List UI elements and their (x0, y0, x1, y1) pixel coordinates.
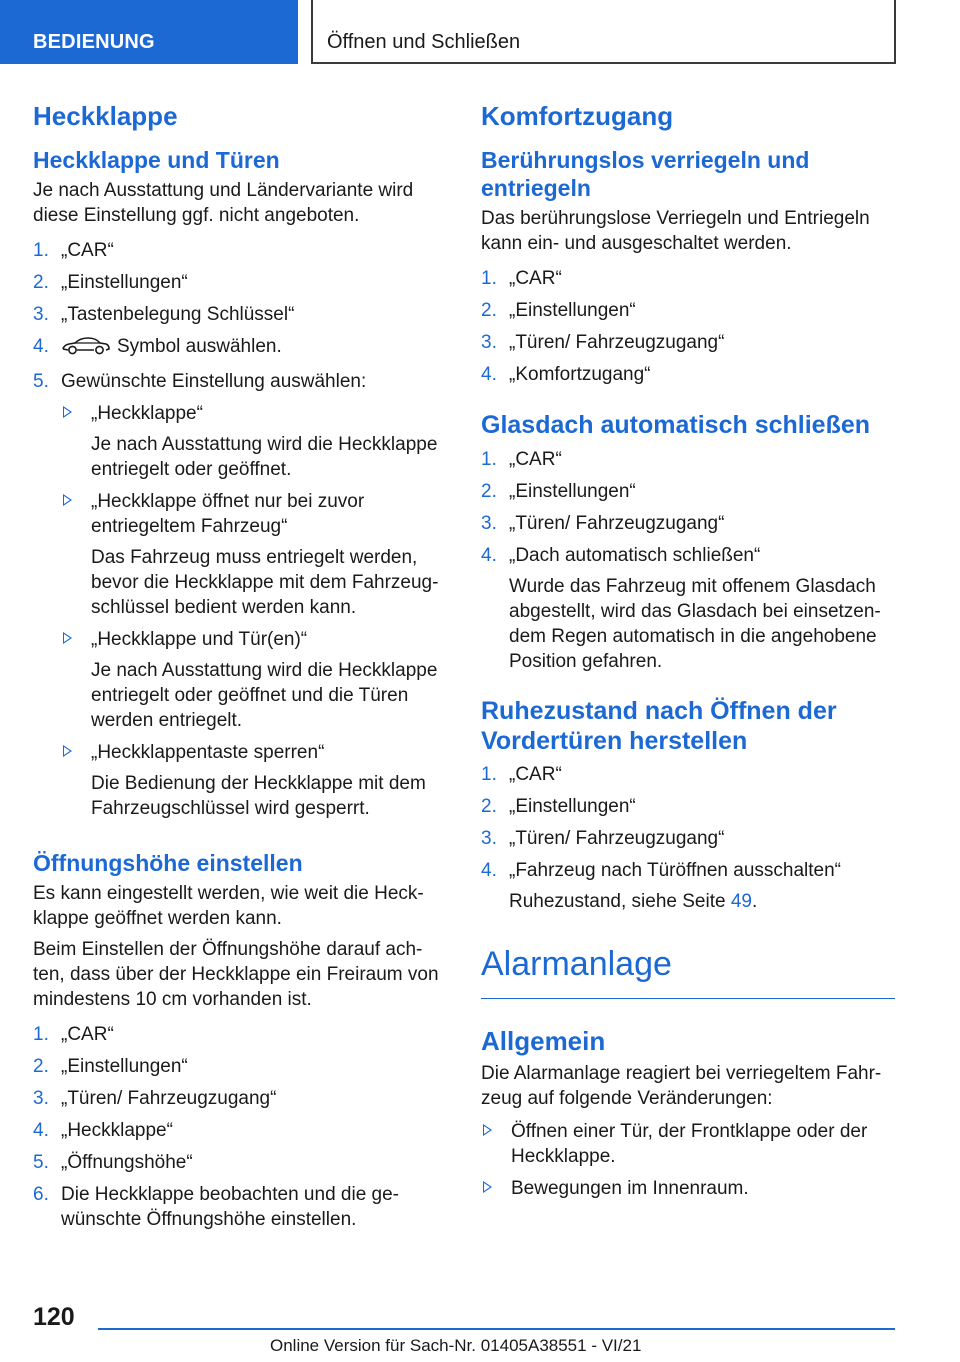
ruhezustand-steps (481, 762, 895, 914)
komfortzugang-heading: Komfortzugang (481, 101, 674, 131)
oeffnungshoehe-p2: Beim Einstellen der Öffnungshöhe darauf ach-ten, dass über der Heckklappe ein Freiraum von mindestens 10 cm vorhanden ist. (33, 939, 439, 1010)
list-item: 4. „Fahrzeug nach Türöffnen ausschalten“ Ruhezustand, siehe Seite 49. (481, 858, 895, 914)
list-item: 2. „Einstellungen“ (481, 796, 636, 817)
list-item: 1. „CAR“ (481, 449, 562, 470)
list-item: 5. „Öffnungshöhe“ (33, 1152, 193, 1173)
list-item: „Heckklappe und Tür(en)“ Je nach Ausstattung wird die Heckklappe entriegelt oder geöffnet und die Türen werden entriegelt. (61, 627, 445, 733)
list-item: Öffnen einer Tür, der Frontklappe oder der Heckklappe. (481, 1119, 895, 1169)
heckklappe-heading: Heckklappe (33, 101, 178, 131)
triangle-bullet-icon (483, 1181, 492, 1193)
list-item: 1. „CAR“ (33, 1024, 114, 1045)
online-version-text: Online Version für Sach-Nr. 01405A38551 - VI/21 (270, 1336, 642, 1355)
alarmanlage-bullets (481, 1119, 895, 1201)
list-item: 4. Symbol auswählen. (33, 334, 445, 362)
footer-divider (98, 1328, 895, 1330)
triangle-bullet-icon (63, 745, 72, 757)
page-link[interactable]: 49 (730, 891, 752, 912)
list-item: 3. „Türen/ Fahrzeugzugang“ (481, 513, 725, 534)
page-number: 120 (33, 1303, 75, 1331)
list-item: 3. „Türen/ Fahrzeugzugang“ (33, 1088, 277, 1109)
oeffnungshoehe-p1: Es kann eingestellt werden, wie weit die Heck-klappe geöffnet werden kann. (33, 883, 424, 929)
chapter-title: Öffnen und Schließen (311, 0, 896, 64)
oeffnungshoehe-steps (33, 1022, 445, 1232)
list-item: 2. „Einstellungen“ (481, 481, 636, 502)
oeffnungshoehe-heading: Öffnungshöhe einstellen (33, 850, 303, 876)
page-header (0, 0, 960, 64)
triangle-bullet-icon (63, 494, 72, 506)
allgemein-heading: Allgemein (481, 1026, 606, 1056)
list-item: 4. „Komfortzugang“ (481, 364, 651, 385)
triangle-bullet-icon (63, 406, 72, 418)
list-item: 2. „Einstellungen“ (33, 272, 188, 293)
list-item: „Heckklappe“ Je nach Ausstattung wird die Heckklappe entriegelt oder geöffnet. (61, 401, 445, 482)
list-item: 6. Die Heckklappe beobachten und die ge-wünschte Öffnungshöhe einstellen. (33, 1184, 400, 1230)
glasdach-heading: Glasdach automatisch schließen (481, 411, 871, 439)
list-item: 1. „CAR“ (33, 240, 114, 261)
alarmanlage-intro: Die Alarmanlage reagiert bei verriegeltem Fahr-zeug auf folgende Veränderungen: (481, 1063, 882, 1109)
option-list (61, 401, 445, 821)
beruehrungslos-steps (481, 266, 895, 387)
car-icon (61, 335, 111, 362)
ruhezustand-heading: Ruhezustand nach Öffnen der Vordertüren herstellen (481, 697, 837, 755)
list-item: 4. „Heckklappe“ (33, 1120, 173, 1141)
list-item: „Heckklappe öffnet nur bei zuvor entriegeltem Fahrzeug“ Das Fahrzeug muss entriegelt werden, bevor die Heckklappe mit dem Fahrzeug-schlüssel bedient werden kann. (61, 489, 445, 620)
ruhezustand-note: Ruhezustand, siehe Seite 49. (509, 891, 758, 912)
list-item: 2. „Einstellungen“ (481, 300, 636, 321)
section-tab[interactable]: BEDIENUNG (0, 0, 298, 64)
beruehrungslos-intro: Das berührungslose Verriegeln und Entriegeln kann ein- und ausgeschaltet werden. (481, 208, 870, 254)
list-item: 3. „Türen/ Fahrzeugzugang“ (481, 332, 725, 353)
list-item: Bewegungen im Innenraum. (481, 1176, 895, 1201)
triangle-bullet-icon (483, 1124, 492, 1136)
heckklappe-tueren-heading: Heckklappe und Türen (33, 147, 280, 173)
list-item: 2. „Einstellungen“ (33, 1056, 188, 1077)
list-item: „Heckklappentaste sperren“ Die Bedienung der Heckklappe mit dem Fahrzeugschlüssel wird gesperrt. (61, 740, 445, 821)
list-item: 1. „CAR“ (481, 268, 562, 289)
alarmanlage-heading: Alarmanlage (481, 944, 895, 999)
left-column (33, 100, 445, 1239)
list-item: 5. Gewünschte Einstellung auswählen: „Heckklappe“ Je nach Ausstattung wird die Heckklappe entriegelt oder geöffnet. „Heckklappe öffnet nur bei zuvor entriegeltem Fahrzeug“ Das Fahrzeug muss entriegelt werden, bevor die Heckklappe mit dem Fahrzeug-schlüssel bedient werden kann. „Heckklappe und Tür(en)“ Je nach Ausstattung wird die Heckklappe entriegelt oder geöffnet und die Türen werden entriegelt. „Heckklappentaste sperren“ Die Bedienung der Heckklappe mit dem Fahrzeugschlüssel wird gesperrt. (33, 369, 445, 821)
heckklappe-tueren-intro: Je nach Ausstattung und Ländervariante wird diese Einstellung ggf. nicht angeboten. (33, 180, 414, 226)
list-item: 1. „CAR“ (481, 764, 562, 785)
list-item: 3. „Türen/ Fahrzeugzugang“ (481, 828, 725, 849)
list-item: 4. „Dach automatisch schließen“ Wurde das Fahrzeug mit offenem Glasdach abgestellt, wird das Glasdach bei einsetzen-dem Regen automatisch in die angehobene Position gefahren. (481, 545, 881, 672)
beruehrungslos-heading: Berührungslos verriegeln und entriegeln (481, 147, 810, 201)
triangle-bullet-icon (63, 632, 72, 644)
heckklappe-tueren-steps (33, 238, 445, 821)
list-item: 3. „Tastenbelegung Schlüssel“ (33, 304, 295, 325)
glasdach-steps (481, 447, 895, 674)
right-column (481, 100, 895, 1208)
